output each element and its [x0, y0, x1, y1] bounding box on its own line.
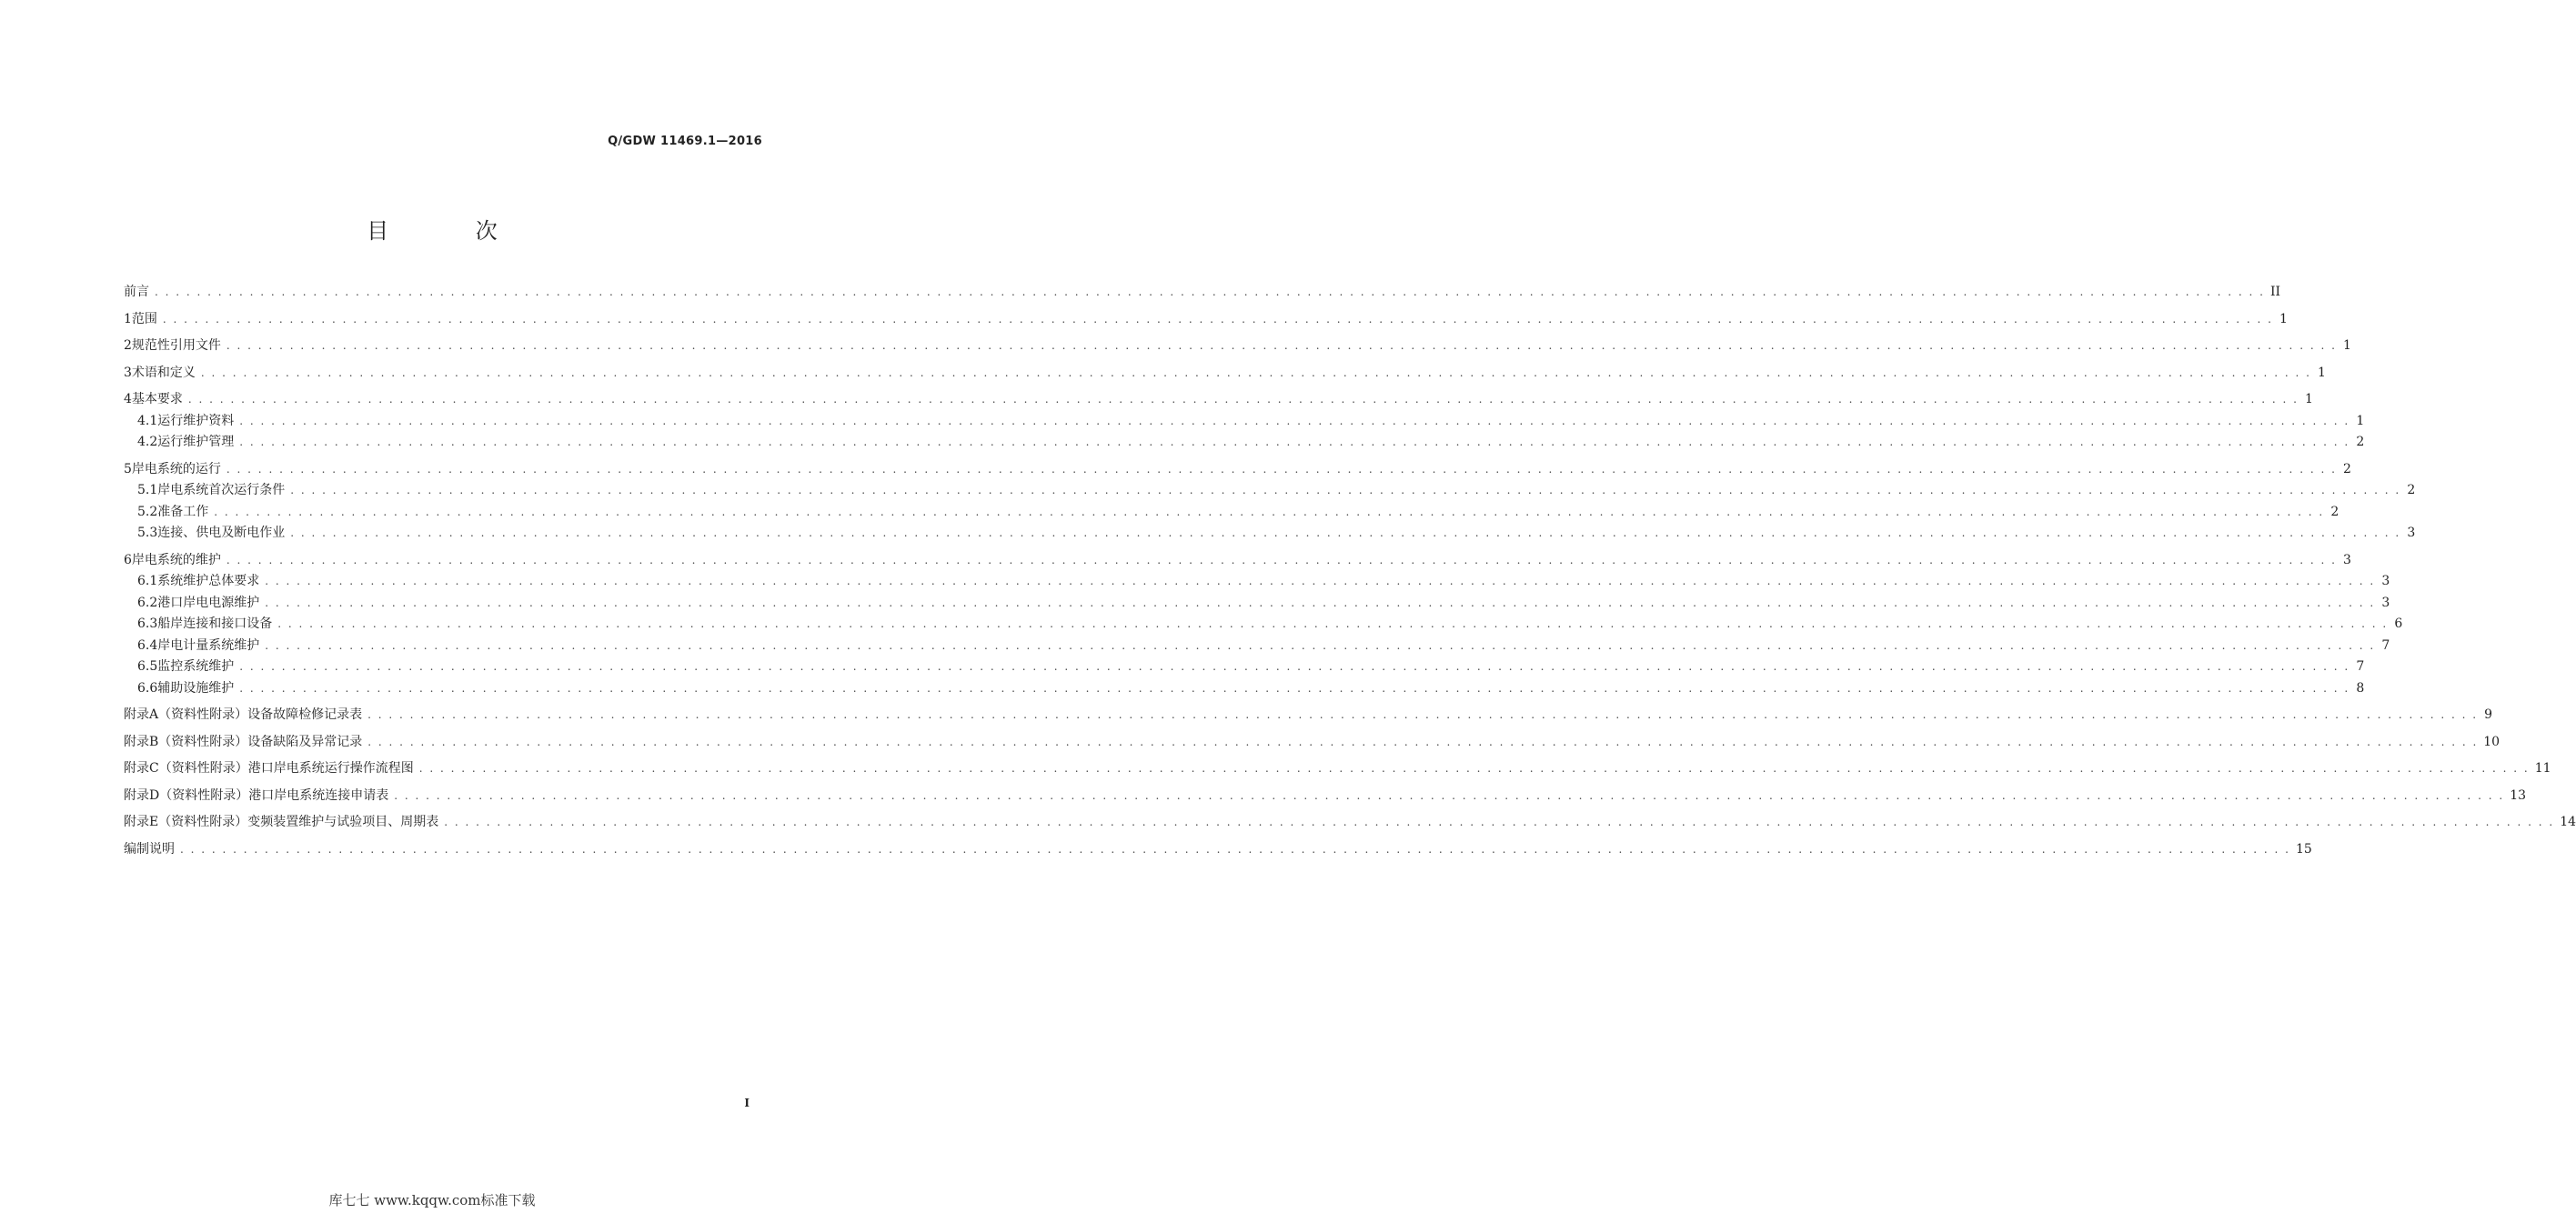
toc-entry[interactable] — [124, 657, 2365, 677]
toc-entry[interactable] — [124, 523, 2416, 543]
toc-entry-number: 6.1 — [137, 574, 158, 588]
page-number: I — [744, 1097, 750, 1109]
toc-entry-label: 连接、供电及断电作业 — [157, 526, 286, 540]
toc-entry-label: 港口岸电电源维护 — [157, 595, 260, 610]
toc-entry-number: 1 — [124, 311, 132, 326]
toc-leader-dots: . . . . . . . . . . . . . . . . . . . . . . . . . . . . . . . . . . . . . . . . . . . . . . . . . . . . . . . . . . . . . . . . . . . . . . . . . . . . . . . . . . . . . . . . . . . . . . . . . . . . . . . . . . . . . . . . . . . . . . . . . . . . . . . . . . . . . . . . . . . . . . . . . . . . . . . . . . . . . . . . . . . . . . . . . . . . . . . . . . . . . . . . . . . . . . . . . . . . . . . . — [239, 414, 2350, 427]
toc-entry-label: 港口岸电系统运行操作流程图 — [247, 761, 414, 776]
toc-entry[interactable] — [124, 502, 2340, 522]
toc-leader-dots: . . . . . . . . . . . . . . . . . . . . . . . . . . . . . . . . . . . . . . . . . . . . . . . . . . . . . . . . . . . . . . . . . . . . . . . . . . . . . . . . . . . . . . . . . . . . . . . . . . . . . . . . . . . . . . . . . . . . . . . . . . . . . . . . . . . . . . . . . . . . . . . . . . . . . . . . . . . . . . . . . . . . . . . . . . . . . . . . . . . . . . . . . . . . . . . . . . . . . . . . — [367, 735, 2479, 748]
toc-entry-number: 6.4 — [137, 637, 158, 653]
toc-entry-page: 1 — [2279, 311, 2288, 326]
toc-appendix-code: 附录B（资料性附录） — [124, 734, 248, 749]
toc-entry-page: 8 — [2356, 680, 2365, 696]
toc-entry-number: 2 — [124, 338, 132, 353]
toc-entry-number: 4.1 — [137, 413, 158, 428]
toc-entry-page: 13 — [2510, 787, 2527, 803]
toc-entry[interactable] — [124, 705, 2493, 725]
toc-entry-number: 3 — [124, 365, 132, 380]
toc-title: 目 次 — [367, 218, 538, 244]
toc-leader-dots: . . . . . . . . . . . . . . . . . . . . . . . . . . . . . . . . . . . . . . . . . . . . . . . . . . . . . . . . . . . . . . . . . . . . . . . . . . . . . . . . . . . . . . . . . . . . . . . . . . . . . . . . . . . . . . . . . . . . . . . . . . . . . . . . . . . . . . . . . . . . . . . . . . . . . . . . . . . . . . . . . . . . . . . . . . . . . . . . . . . . . . . . . . . . . . . . . . . . . . . . — [180, 842, 2290, 856]
toc-entry-label: 岸电系统的维护 — [131, 552, 221, 567]
toc-entry-number: 5.1 — [137, 483, 158, 497]
toc-entry-page: 1 — [2356, 413, 2365, 428]
toc-entry-page: 2 — [2342, 461, 2351, 476]
toc-entry-number: 6 — [124, 552, 132, 567]
toc-entry[interactable] — [124, 336, 2351, 356]
toc-entry-label: 前言 — [124, 285, 149, 299]
toc-entry-label: 规范性引用文件 — [131, 338, 221, 353]
toc-entry-page: 15 — [2295, 841, 2312, 857]
toc-leader-dots: . . . . . . . . . . . . . . . . . . . . . . . . . . . . . . . . . . . . . . . . . . . . . . . . . . . . . . . . . . . . . . . . . . . . . . . . . . . . . . . . . . . . . . . . . . . . . . . . . . . . . . . . . . . . . . . . . . . . . . . . . . . . . . . . . . . . . . . . . . . . . . . . . . . . . . . . . . . . . . . . . . . . . . . . . . . . . . . . . . . . . . . . . . . . . . . . . . . . . . . . — [290, 526, 2401, 539]
toc-entry-page: 1 — [2304, 392, 2313, 406]
toc-entry-number: 6.3 — [137, 617, 158, 631]
toc-entry-page: 2 — [2330, 504, 2340, 519]
toc-entry[interactable] — [124, 614, 2403, 634]
toc-entry-number: 6.5 — [137, 659, 158, 674]
toc-entry[interactable] — [124, 389, 2313, 409]
toc-entry-page: 7 — [2381, 637, 2390, 653]
toc-appendix-code: 附录A（资料性附录） — [124, 707, 248, 722]
toc-leader-dots: . . . . . . . . . . . . . . . . . . . . . . . . . . . . . . . . . . . . . . . . . . . . . . . . . . . . . . . . . . . . . . . . . . . . . . . . . . . . . . . . . . . . . . . . . . . . . . . . . . . . . . . . . . . . . . . . . . . . . . . . . . . . . . . . . . . . . . . . . . . . . . . . . . . . . . . . . . . . . . . . . . . . . . . . . . . . . . . . . . . . . . . . . . . . . . . . . . . . . . . . — [277, 617, 2389, 630]
toc-entry[interactable] — [124, 758, 2551, 778]
toc-appendix-code: 附录C（资料性附录） — [124, 761, 248, 776]
toc-entry-page: 1 — [2317, 365, 2326, 380]
toc-entry-label: 港口岸电系统连接申请表 — [248, 787, 389, 803]
toc-entry[interactable] — [124, 480, 2416, 500]
toc-entry[interactable] — [124, 571, 2390, 591]
toc-entry[interactable] — [124, 839, 2312, 859]
toc-entry-page: II — [2269, 285, 2281, 299]
toc-entry-page: 2 — [2356, 435, 2365, 449]
toc-entry-label: 编制说明 — [124, 841, 175, 857]
toc-entry-page: 1 — [2342, 338, 2351, 353]
toc-entry-page: 14 — [2560, 815, 2576, 829]
toc-entry-label: 变频装置维护与试验项目、周期表 — [247, 815, 439, 829]
toc-entry-page: 7 — [2356, 659, 2365, 674]
toc-leader-dots: . . . . . . . . . . . . . . . . . . . . . . . . . . . . . . . . . . . . . . . . . . . . . . . . . . . . . . . . . . . . . . . . . . . . . . . . . . . . . . . . . . . . . . . . . . . . . . . . . . . . . . . . . . . . . . . . . . . . . . . . . . . . . . . . . . . . . . . . . . . . . . . . . . . . . . . . . . . . . . . . . . . . . . . . . . . . . . . . . . . . . . . . . . . . . . . . . . . . . . . . — [214, 505, 2325, 518]
toc-entry-number: 4 — [124, 392, 132, 406]
toc-entry-label: 准备工作 — [157, 504, 209, 519]
toc-leader-dots: . . . . . . . . . . . . . . . . . . . . . . . . . . . . . . . . . . . . . . . . . . . . . . . . . . . . . . . . . . . . . . . . . . . . . . . . . . . . . . . . . . . . . . . . . . . . . . . . . . . . . . . . . . . . . . . . . . . . . . . . . . . . . . . . . . . . . . . . . . . . . . . . . . . . . . . . . . . . . . . . . . . . . . . . . . . . . . . . . . . . . . . . . . . . . . . . . . . . . . . . — [226, 553, 2337, 566]
toc-leader-dots: . . . . . . . . . . . . . . . . . . . . . . . . . . . . . . . . . . . . . . . . . . . . . . . . . . . . . . . . . . . . . . . . . . . . . . . . . . . . . . . . . . . . . . . . . . . . . . . . . . . . . . . . . . . . . . . . . . . . . . . . . . . . . . . . . . . . . . . . . . . . . . . . . . . . . . . . . . . . . . . . . . . . . . . . . . . . . . . . . . . . . . . . . . . . . . . . . . . . . . . . — [239, 436, 2350, 448]
toc-leader-dots: . . . . . . . . . . . . . . . . . . . . . . . . . . . . . . . . . . . . . . . . . . . . . . . . . . . . . . . . . . . . . . . . . . . . . . . . . . . . . . . . . . . . . . . . . . . . . . . . . . . . . . . . . . . . . . . . . . . . . . . . . . . . . . . . . . . . . . . . . . . . . . . . . . . . . . . . . . . . . . . . . . . . . . . . . . . . . . . . . . . . . . . . . . . . . . . . . . . . . . . . — [367, 708, 2479, 721]
toc-leader-dots: . . . . . . . . . . . . . . . . . . . . . . . . . . . . . . . . . . . . . . . . . . . . . . . . . . . . . . . . . . . . . . . . . . . . . . . . . . . . . . . . . . . . . . . . . . . . . . . . . . . . . . . . . . . . . . . . . . . . . . . . . . . . . . . . . . . . . . . . . . . . . . . . . . . . . . . . . . . . . . . . . . . . . . . . . . . . . . . . . . . . . . . . . . . . . . . . . . . . . . . . — [226, 462, 2337, 476]
toc-leader-dots: . . . . . . . . . . . . . . . . . . . . . . . . . . . . . . . . . . . . . . . . . . . . . . . . . . . . . . . . . . . . . . . . . . . . . . . . . . . . . . . . . . . . . . . . . . . . . . . . . . . . . . . . . . . . . . . . . . . . . . . . . . . . . . . . . . . . . . . . . . . . . . . . . . . . . . . . . . . . . . . . . . . . . . . . . . . . . . . . . . . . . . . . . . . . . . . . . . . . . . . . — [265, 638, 2376, 652]
toc-entry-number: 6.6 — [137, 680, 158, 696]
toc-entry-label: 岸电系统的运行 — [131, 461, 221, 476]
toc-entry-number: 5 — [124, 461, 132, 476]
toc-entry-label: 术语和定义 — [131, 365, 196, 380]
toc-appendix-code: 附录D（资料性附录） — [124, 787, 249, 803]
toc-entry[interactable] — [124, 309, 2288, 329]
footer-watermark: 库七七 www.kqqw.com标准下载 — [328, 1192, 536, 1208]
toc-entry[interactable] — [124, 550, 2351, 570]
toc-entry[interactable] — [124, 678, 2365, 698]
toc-leader-dots: . . . . . . . . . . . . . . . . . . . . . . . . . . . . . . . . . . . . . . . . . . . . . . . . . . . . . . . . . . . . . . . . . . . . . . . . . . . . . . . . . . . . . . . . . . . . . . . . . . . . . . . . . . . . . . . . . . . . . . . . . . . . . . . . . . . . . . . . . . . . . . . . . . . . . . . . . . . . . . . . . . . . . . . . . . . . . . . . . . . . . . . . . . . . . . . . . . . . . . . . — [162, 312, 2273, 326]
toc-entry-label: 系统维护总体要求 — [157, 574, 260, 588]
toc-entry[interactable] — [124, 593, 2390, 613]
toc-entry-page: 6 — [2394, 617, 2403, 631]
toc-leader-dots: . . . . . . . . . . . . . . . . . . . . . . . . . . . . . . . . . . . . . . . . . . . . . . . . . . . . . . . . . . . . . . . . . . . . . . . . . . . . . . . . . . . . . . . . . . . . . . . . . . . . . . . . . . . . . . . . . . . . . . . . . . . . . . . . . . . . . . . . . . . . . . . . . . . . . . . . . . . . . . . . . . . . . . . . . . . . . . . . . . . . . . . . . . . . . . . . . . . . . . . . — [394, 788, 2505, 802]
toc-appendix-code: 附录E（资料性附录） — [124, 815, 248, 829]
toc-entry-page: 10 — [2483, 734, 2501, 749]
toc-leader-dots: . . . . . . . . . . . . . . . . . . . . . . . . . . . . . . . . . . . . . . . . . . . . . . . . . . . . . . . . . . . . . . . . . . . . . . . . . . . . . . . . . . . . . . . . . . . . . . . . . . . . . . . . . . . . . . . . . . . . . . . . . . . . . . . . . . . . . . . . . . . . . . . . . . . . . . . . . . . . . . . . . . . . . . . . . . . . . . . . . . . . . . . . . . . . . . . . . . . . . . . . — [265, 575, 2376, 587]
toc-leader-dots: . . . . . . . . . . . . . . . . . . . . . . . . . . . . . . . . . . . . . . . . . . . . . . . . . . . . . . . . . . . . . . . . . . . . . . . . . . . . . . . . . . . . . . . . . . . . . . . . . . . . . . . . . . . . . . . . . . . . . . . . . . . . . . . . . . . . . . . . . . . . . . . . . . . . . . . . . . . . . . . . . . . . . . . . . . . . . . . . . . . . . . . . . . . . . . . . . . . . . . . . — [155, 286, 2265, 298]
toc-entry-label: 运行维护资料 — [157, 413, 235, 428]
document-code: Q/GDW 11469.1—2016 — [608, 135, 762, 148]
toc-entry[interactable] — [124, 786, 2527, 806]
toc-entry-number: 5.2 — [137, 504, 158, 519]
toc-entry-page: 2 — [2407, 483, 2416, 497]
toc-entry-page: 3 — [2381, 574, 2390, 588]
toc-leader-dots: . . . . . . . . . . . . . . . . . . . . . . . . . . . . . . . . . . . . . . . . . . . . . . . . . . . . . . . . . . . . . . . . . . . . . . . . . . . . . . . . . . . . . . . . . . . . . . . . . . . . . . . . . . . . . . . . . . . . . . . . . . . . . . . . . . . . . . . . . . . . . . . . . . . . . . . . . . . . . . . . . . . . . . . . . . . . . . . . . . . . . . . . . . . . . . . . . . . . . . . . — [239, 660, 2350, 673]
toc-entry[interactable] — [124, 636, 2390, 656]
toc-leader-dots: . . . . . . . . . . . . . . . . . . . . . . . . . . . . . . . . . . . . . . . . . . . . . . . . . . . . . . . . . . . . . . . . . . . . . . . . . . . . . . . . . . . . . . . . . . . . . . . . . . . . . . . . . . . . . . . . . . . . . . . . . . . . . . . . . . . . . . . . . . . . . . . . . . . . . . . . . . . . . . . . . . . . . . . . . . . . . . . . . . . . . . . . . . . . . . . . . . . . . . . . — [290, 484, 2401, 496]
toc-leader-dots: . . . . . . . . . . . . . . . . . . . . . . . . . . . . . . . . . . . . . . . . . . . . . . . . . . . . . . . . . . . . . . . . . . . . . . . . . . . . . . . . . . . . . . . . . . . . . . . . . . . . . . . . . . . . . . . . . . . . . . . . . . . . . . . . . . . . . . . . . . . . . . . . . . . . . . . . . . . . . . . . . . . . . . . . . . . . . . . . . . . . . . . . . . . . . . . . . . . . . . . . — [200, 366, 2311, 379]
toc-entry[interactable] — [124, 282, 2281, 302]
toc-entry[interactable] — [124, 411, 2365, 431]
toc-entry-page: 3 — [2342, 552, 2351, 567]
toc-entry-page: 9 — [2484, 707, 2493, 722]
toc-entry-label: 岸电系统首次运行条件 — [157, 483, 286, 497]
toc-leader-dots: . . . . . . . . . . . . . . . . . . . . . . . . . . . . . . . . . . . . . . . . . . . . . . . . . . . . . . . . . . . . . . . . . . . . . . . . . . . . . . . . . . . . . . . . . . . . . . . . . . . . . . . . . . . . . . . . . . . . . . . . . . . . . . . . . . . . . . . . . . . . . . . . . . . . . . . . . . . . . . . . . . . . . . . . . . . . . . . . . . . . . . . . . . . . . . . . . . . . . . . . — [418, 762, 2530, 775]
toc-entry-page: 3 — [2407, 526, 2416, 540]
toc-entry-number: 5.3 — [137, 526, 158, 540]
toc-entry[interactable] — [124, 459, 2351, 479]
toc-entry-number: 4.2 — [137, 435, 158, 449]
toc-entry[interactable] — [124, 363, 2326, 383]
toc-leader-dots: . . . . . . . . . . . . . . . . . . . . . . . . . . . . . . . . . . . . . . . . . . . . . . . . . . . . . . . . . . . . . . . . . . . . . . . . . . . . . . . . . . . . . . . . . . . . . . . . . . . . . . . . . . . . . . . . . . . . . . . . . . . . . . . . . . . . . . . . . . . . . . . . . . . . . . . . . . . . . . . . . . . . . . . . . . . . . . . . . . . . . . . . . . . . . . . . . . . . . . . . — [444, 816, 2555, 828]
toc-leader-dots: . . . . . . . . . . . . . . . . . . . . . . . . . . . . . . . . . . . . . . . . . . . . . . . . . . . . . . . . . . . . . . . . . . . . . . . . . . . . . . . . . . . . . . . . . . . . . . . . . . . . . . . . . . . . . . . . . . . . . . . . . . . . . . . . . . . . . . . . . . . . . . . . . . . . . . . . . . . . . . . . . . . . . . . . . . . . . . . . . . . . . . . . . . . . . . . . . . . . . . . . — [265, 596, 2376, 609]
toc-entry-label: 基本要求 — [131, 392, 183, 406]
toc-entry-label: 船岸连接和接口设备 — [157, 617, 273, 631]
toc-entry-page: 11 — [2534, 761, 2551, 776]
toc-entry-number: 6.2 — [137, 595, 158, 610]
toc-entry-label: 辅助设施维护 — [157, 680, 235, 696]
toc-leader-dots: . . . . . . . . . . . . . . . . . . . . . . . . . . . . . . . . . . . . . . . . . . . . . . . . . . . . . . . . . . . . . . . . . . . . . . . . . . . . . . . . . . . . . . . . . . . . . . . . . . . . . . . . . . . . . . . . . . . . . . . . . . . . . . . . . . . . . . . . . . . . . . . . . . . . . . . . . . . . . . . . . . . . . . . . . . . . . . . . . . . . . . . . . . . . . . . . . . . . . . . . — [226, 339, 2337, 352]
toc-leader-dots: . . . . . . . . . . . . . . . . . . . . . . . . . . . . . . . . . . . . . . . . . . . . . . . . . . . . . . . . . . . . . . . . . . . . . . . . . . . . . . . . . . . . . . . . . . . . . . . . . . . . . . . . . . . . . . . . . . . . . . . . . . . . . . . . . . . . . . . . . . . . . . . . . . . . . . . . . . . . . . . . . . . . . . . . . . . . . . . . . . . . . . . . . . . . . . . . . . . . . . . . — [239, 681, 2350, 695]
toc-entry-label: 设备缺陷及异常记录 — [247, 734, 363, 749]
toc-entry-label: 岸电计量系统维护 — [157, 637, 260, 653]
toc-entry-label: 范围 — [131, 311, 157, 326]
toc-entry-label: 监控系统维护 — [157, 659, 235, 674]
toc-entry-page: 3 — [2381, 595, 2390, 610]
toc-entry-label: 设备故障检修记录表 — [247, 707, 363, 722]
toc-entry-label: 运行维护管理 — [157, 435, 235, 449]
toc-leader-dots: . . . . . . . . . . . . . . . . . . . . . . . . . . . . . . . . . . . . . . . . . . . . . . . . . . . . . . . . . . . . . . . . . . . . . . . . . . . . . . . . . . . . . . . . . . . . . . . . . . . . . . . . . . . . . . . . . . . . . . . . . . . . . . . . . . . . . . . . . . . . . . . . . . . . . . . . . . . . . . . . . . . . . . . . . . . . . . . . . . . . . . . . . . . . . . . . . . . . . . . . — [187, 393, 2299, 406]
toc-entry[interactable] — [124, 732, 2501, 752]
toc-entry[interactable] — [124, 432, 2365, 452]
table-of-contents — [124, 282, 2576, 859]
toc-entry[interactable] — [124, 812, 2576, 832]
